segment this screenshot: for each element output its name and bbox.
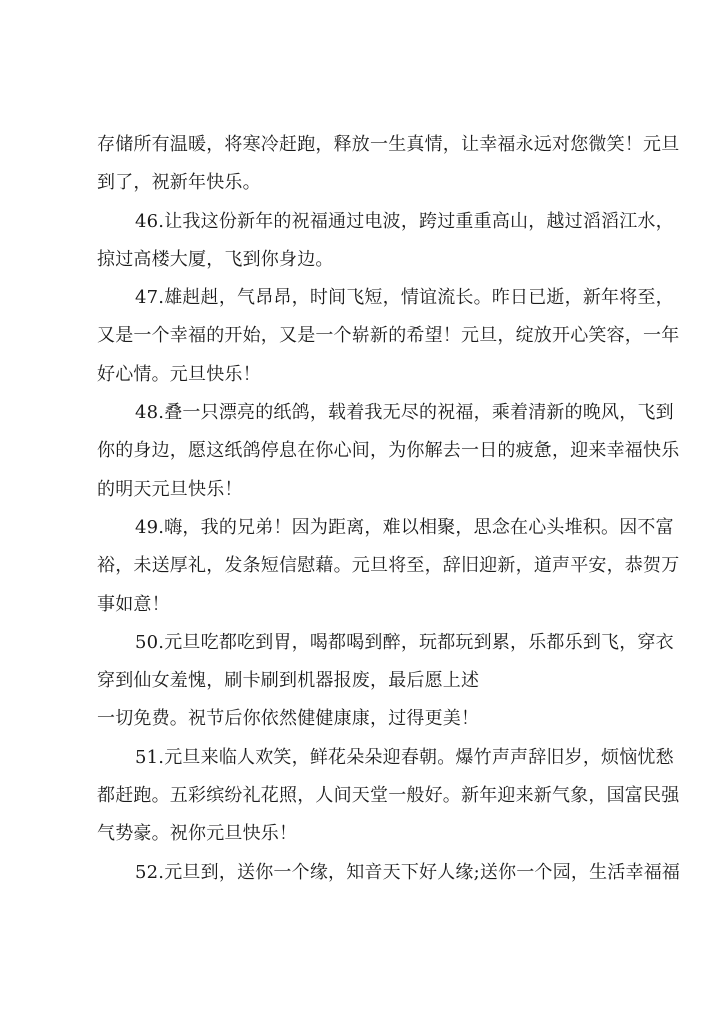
text-line: 穿到仙女羞愧，刷卡刷到机器报废，最后愿上述 (97, 670, 480, 692)
text-line: 46.让我这份新年的祝福通过电波，跨过重重高山，越过滔滔江水， (135, 210, 674, 232)
text-line: 48.叠一只漂亮的纸鸽，载着我无尽的祝福，乘着清新的晚风，飞到 (135, 402, 674, 424)
text-line: 到了，祝新年快乐。 (97, 172, 261, 194)
text-line: 又是一个幸福的开始，又是一个崭新的希望！元旦，绽放开心笑容，一年 (97, 325, 680, 347)
text-line: 掠过高楼大厦，飞到你身边。 (97, 248, 334, 270)
text-line: 裕，未送厚礼，发条短信慰藉。元旦将至，辞旧迎新，道声平安，恭贺万 (97, 555, 680, 577)
text-line: 存储所有温暖，将寒冷赶跑，释放一生真情，让幸福永远对您微笑！元旦 (97, 134, 680, 155)
body-text (97, 126, 681, 892)
text-line: 49.嗨，我的兄弟！因为距离，难以相聚，思念在心头堆积。因不富 (135, 516, 674, 538)
text-line: 51.元旦来临人欢笑，鲜花朵朵迎春朝。爆竹声声辞旧岁，烦恼忧愁 (135, 746, 674, 768)
text-line: 好心情。元旦快乐！ (97, 363, 261, 385)
text-line: 一切免费。祝节后你依然健健康康，过得更美！ (97, 708, 480, 730)
text-line: 50.元旦吃都吃到胃，喝都喝到醉，玩都玩到累，乐都乐到飞，穿衣 (135, 631, 674, 653)
text-line: 都赶跑。五彩缤纷礼花照，人间天堂一般好。新年迎来新气象，国富民强 (97, 785, 680, 807)
text-line: 47.雄赳赳，气昂昂，时间飞短，情谊流长。昨日已逝，新年将至， (135, 287, 674, 309)
text-line: 你的身边，愿这纸鸽停息在你心间，为你解去一日的疲惫，迎来幸福快乐 (97, 440, 680, 462)
text-line: 的明天元旦快乐！ (97, 478, 243, 500)
text-line: 事如意！ (97, 593, 170, 615)
text-line: 52.元旦到，送你一个缘，知音天下好人缘;送你一个园，生活幸福福 (135, 861, 681, 883)
text-line: 气势豪。祝你元旦快乐！ (97, 823, 298, 845)
